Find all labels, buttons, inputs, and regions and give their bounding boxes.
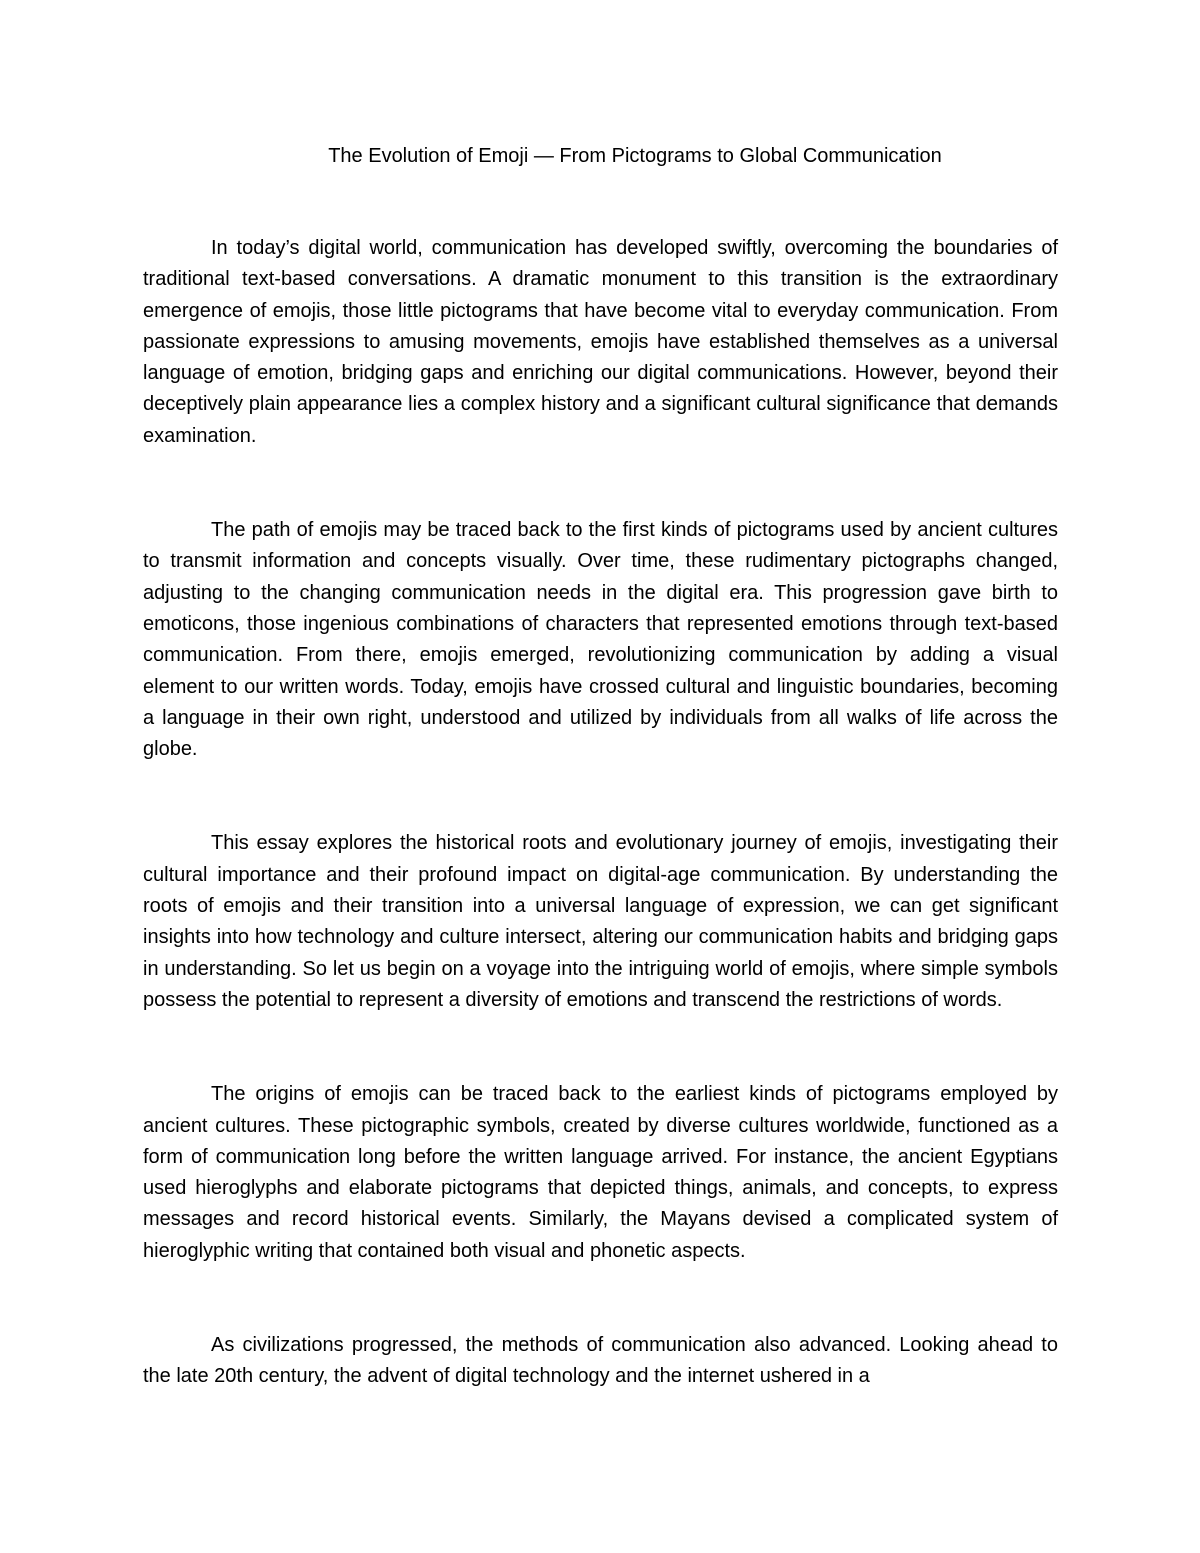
document-body: [143, 233, 1058, 1456]
paragraph-path-of-emojis: The path of emojis may be traced back to the first kinds of pictograms used by ancient cultures to transmit information and concepts visually. Over time, these rudimentary pictographs changed, adjusting to the changing communication needs in the digital era. This progression gave birth to emoticons, those ingenious combinations of characters that represented emotions through text-based communication. From there, emojis emerged, revolutionizing communication by adding a visual element to our written words. Today, emojis have crossed cultural and linguistic boundaries, becoming a language in their own right, understood and utilized by individuals from all walks of life across the globe.: [143, 519, 1058, 761]
paragraph-intro: In today’s digital world, communication has developed swiftly, overcoming the boundaries of traditional text-based conversations. A dramatic monument to this transition is the extraordinary emergence of emojis, those little pictograms that have become vital to everyday communication. From passionate expressions to amusing movements, emojis have established themselves as a universal language of emotion, bridging gaps and enriching our digital communications. However, beyond their deceptively plain appearance lies a complex history and a significant cultural significance that demands examination.: [143, 237, 1058, 447]
paragraph-essay-scope: This essay explores the historical roots and evolutionary journey of emojis, investigating their cultural importance and their profound impact on digital-age communication. By understanding the roots of emojis and their transition into a universal language of expression, we can get significant insights into how technology and culture intersect, altering our communication habits and bridging gaps in understanding. So let us begin on a voyage into the intriguing world of emojis, where simple symbols possess the potential to represent a diversity of emotions and transcend the restrictions of words.: [143, 832, 1058, 1011]
document-title: The Evolution of Emoji — From Pictograms to Global Communication: [328, 145, 942, 167]
paragraph-civilizations: As civilizations progressed, the methods of communication also advanced. Looking ahead to the late 20th century, the advent of digital technology and the internet ushered in a: [143, 1334, 1058, 1388]
paragraph-origins: The origins of emojis can be traced back to the earliest kinds of pictograms employed by ancient cultures. These pictographic symbols, created by diverse cultures worldwide, functioned as a form of communication long before the written language arrived. For instance, the ancient Egyptians used hieroglyphs and elaborate pictograms that depicted things, animals, and concepts, to express messages and record historical events. Similarly, the Mayans devised a complicated system of hieroglyphic writing that contained both visual and phonetic aspects.: [143, 1083, 1058, 1262]
